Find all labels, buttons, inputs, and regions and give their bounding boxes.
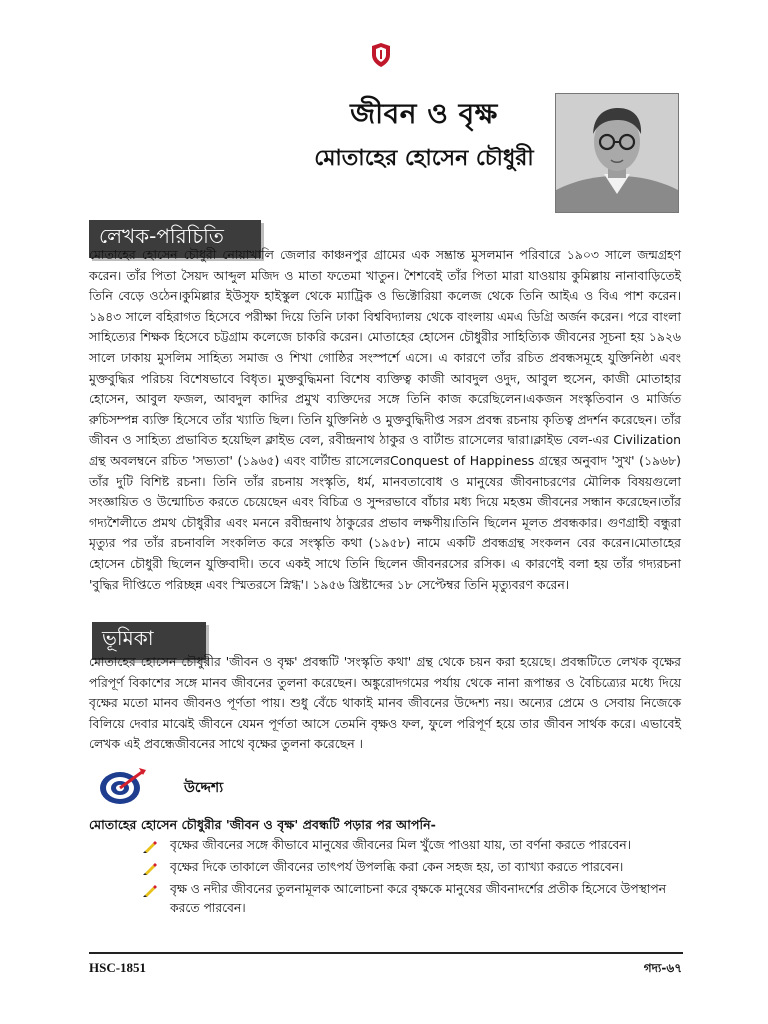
objective-item bbox=[140, 880, 685, 918]
course-code: HSC-1851 bbox=[89, 960, 147, 975]
author-intro-text: মোতাহের হোসেন চৌধুরী নোয়াখালি জেলার কাঞ্চনপুর গ্রামের এক সম্ভ্রান্ত মুসলমান পরিবারে ১৯০৩ সালে জন্মগ্রহণ করেন। তাঁর পিতা সৈয়দ আব্দুল মজিদ ও মাতা ফতেমা খাতুন। শৈশবেই তাঁর পিতা মারা যাওয়ায় কুমিল্লায় নানাবাড়িতেই তিনি বেড়ে ওঠেন।কুমিল্লার ইউসুফ হাইস্কুল থেকে ম্যাট্রিক ও ভিক্টোরিয়া কলেজ থেকে তিনি আইএ ও বিএ পাশ করেন। ১৯৪৩ সালে বহিরাগত হিসেবে পরীক্ষা দিয়ে তিনি ঢাকা বিশ্ববিদ্যালয় থেকে বাংলায় এমএ ডিগ্রি অর্জন করেন। পরে বাংলা সাহিত্যের শিক্ষক হিসেবে চট্টগ্রাম কলেজে চাকরি করেন। মোতাহের হোসেন চৌধুরীর সাহিত্যিক জীবনের সূচনা হয় ১৯২৬ সালে ঢাকায় মুসলিম সাহিত্য সমাজ ও শিখা গোষ্ঠির সংস্পর্শে এসে। এ কারণে তাঁর রচিত প্রবন্ধসমূহে যুক্তিনিষ্ঠা এবং মুক্তবুদ্ধির পরিচয় বিশেষভাবে বিধৃত। মুক্তবুদ্ধিমনা বিশেষ ব্যক্তিত্ব কাজী আবদুল ওদুদ, আবুল হুসেন, কাজী মোতাহার হোসেন, আবুল ফজল, আবদুল কাদির প্রমুখ ব্যক্তিদের সঙ্গে তিনি কাজ করেছিলেন।একজন সংস্কৃতিবান ও মার্জিত রুচিসম্পন্ন ব্যক্তি হিসেবে তাঁর খ্যাতি ছিল। তিনি যুক্তিনিষ্ঠ ও মুক্তবুদ্ধিদীপ্ত সরস প্রবন্ধ রচনায় কৃতিত্ব প্রদর্শন করেছেন। তাঁর জীবন ও সাহিত্য প্রভাবিত হয়েছিল ক্লাইভ বেল, রবীন্দ্রনাথ ঠাকুর ও বার্টান্ড রাসেলের দ্বারা।ক্লাইভ বেল-এর Civilization গ্রন্থ অবলম্বনে রচিত 'সভ্যতা' (১৯৬৫) এবং বার্টান্ড রাসেলেরConquest of Happiness গ্রন্থের অনুবাদ 'সুখ' (১৯৬৮) তাঁর দুটি বিশিষ্ট রচনা। তিনি তাঁর রচনায় সংস্কৃতি, ধর্ম, মানবতাবোধ ও মানুষের জীবনাচরণের মৌলিক বিষয়গুলো সংজ্ঞায়িত ও উন্মোচিত করতে চেয়েছেন এবং বিচিত্র ও সুন্দরভাবে বাঁচার মধ্য দিয়ে মহত্তম জীবনের সন্ধান করেছেন।তাঁর গদ্যশৈলীতে প্রমথ চৌধুরীর এবং মননে রবীন্দ্রনাথ ঠাকুরের প্রভাব লক্ষণীয়।তিনি ছিলেন মূলত প্রবন্ধকার। গুণগ্রাহী বন্ধুরা মৃত্যুর পর তাঁর রচনাবলি সংকলিত করে সংস্কৃতি কথা (১৯৫৮) নামে একটি প্রবন্ধগ্রন্থ সংকলন বের করেন।মোতাহের হোসেন চৌধুরী ছিলেন যুক্তিবাদী। তবে একই সাথে তিনি ছিলেন জীবনরসের রসিক। এ কারণেই বলা হয় তাঁর গদ্যরচনা 'বুদ্ধির দীপ্তিতে পরিচ্ছন্ন এবং স্মিতরসে স্নিগ্ধ'। ১৯৫৬ খ্রিষ্টাব্দের ১৮ সেপ্টেম্বর তিনি মৃত্যুবরণ করেন। bbox=[89, 247, 681, 592]
objective-item bbox=[140, 836, 685, 855]
pen-bullet-icon bbox=[142, 882, 158, 898]
objectives-list bbox=[140, 836, 685, 921]
section-label-introduction: ভূমিকা bbox=[92, 622, 206, 660]
target-icon bbox=[96, 766, 148, 806]
portrait-drawing bbox=[556, 94, 678, 212]
pen-bullet-icon bbox=[142, 838, 158, 854]
objective-item-text: বৃক্ষের জীবনের সঙ্গে কীভাবে মানুষের জীবনের মিল খুঁজে পাওয়া যায়, তা বর্ণনা করতে পারবেন। bbox=[170, 838, 632, 852]
lesson-author: মোতাহের হোসেন চৌধুরী bbox=[314, 146, 534, 171]
objective-item-text: বৃক্ষ ও নদীর জীবনের তুলনামূলক আলোচনা করে বৃক্ষকে মানুষের জীবনাদর্শের প্রতীক হিসেবে উপস্থাপন করতে পারবেন। bbox=[170, 882, 666, 915]
objectives-title: উদ্দেশ্য bbox=[184, 780, 224, 796]
lesson-header bbox=[300, 92, 548, 178]
university-logo-icon bbox=[371, 42, 391, 68]
section-label-author-intro: লেখক-পরিচিতি bbox=[89, 220, 261, 258]
pen-bullet-icon bbox=[142, 860, 158, 876]
introduction-text: মোতাহের হোসেন চৌধুরীর 'জীবন ও বৃক্ষ' প্রবন্ধটি 'সংস্কৃতি কথা' গ্রন্থ থেকে চয়ন করা হয়েছে। প্রবন্ধটিতে লেখক বৃক্ষের পরিপূর্ণ বিকাশের সঙ্গে মানব জীবনের তুলনা করেছেন। অঙ্কুরোদগমের পর্যায় থেকে নানা রূপান্তর ও বৈচিত্র্যের মধ্যে দিয়ে বৃক্ষের মতো মানব জীবনও পূর্ণতা পায়। শুধু বেঁচে থাকাই মানব জীবনের উদ্দেশ্য নয়। অন্যের প্রেমে ও সেবায় নিজেকে বিলিয়ে দেবার মাঝেই জীবনে যেমন পূর্ণতা আসে তেমনি বৃক্ষও ফল, ফুলে পরিপূর্ণ হয়ে তার জীবন সার্থক করে। এভাবেই লেখক এই প্রবন্ধেজীবনের সাথে বৃক্ষের তুলনা করেছেন । bbox=[89, 654, 681, 752]
objective-item-text: বৃক্ষের দিকে তাকালে জীবনের তাৎপর্য উপলব্ধি করা কেন সহজ হয়, তা ব্যাখ্যা করতে পারবেন। bbox=[170, 860, 624, 874]
page-number: গদ্য-৬৭ bbox=[643, 961, 682, 975]
lesson-title: জীবন ও বৃক্ষ bbox=[350, 97, 498, 130]
objectives-lead: মোতাহের হোসেন চৌধুরীর 'জীবন ও বৃক্ষ' প্রবন্ধটি পড়ার পর আপনি- bbox=[89, 817, 436, 832]
author-portrait bbox=[555, 93, 679, 213]
objective-item bbox=[140, 858, 685, 877]
footer-divider bbox=[89, 952, 683, 954]
